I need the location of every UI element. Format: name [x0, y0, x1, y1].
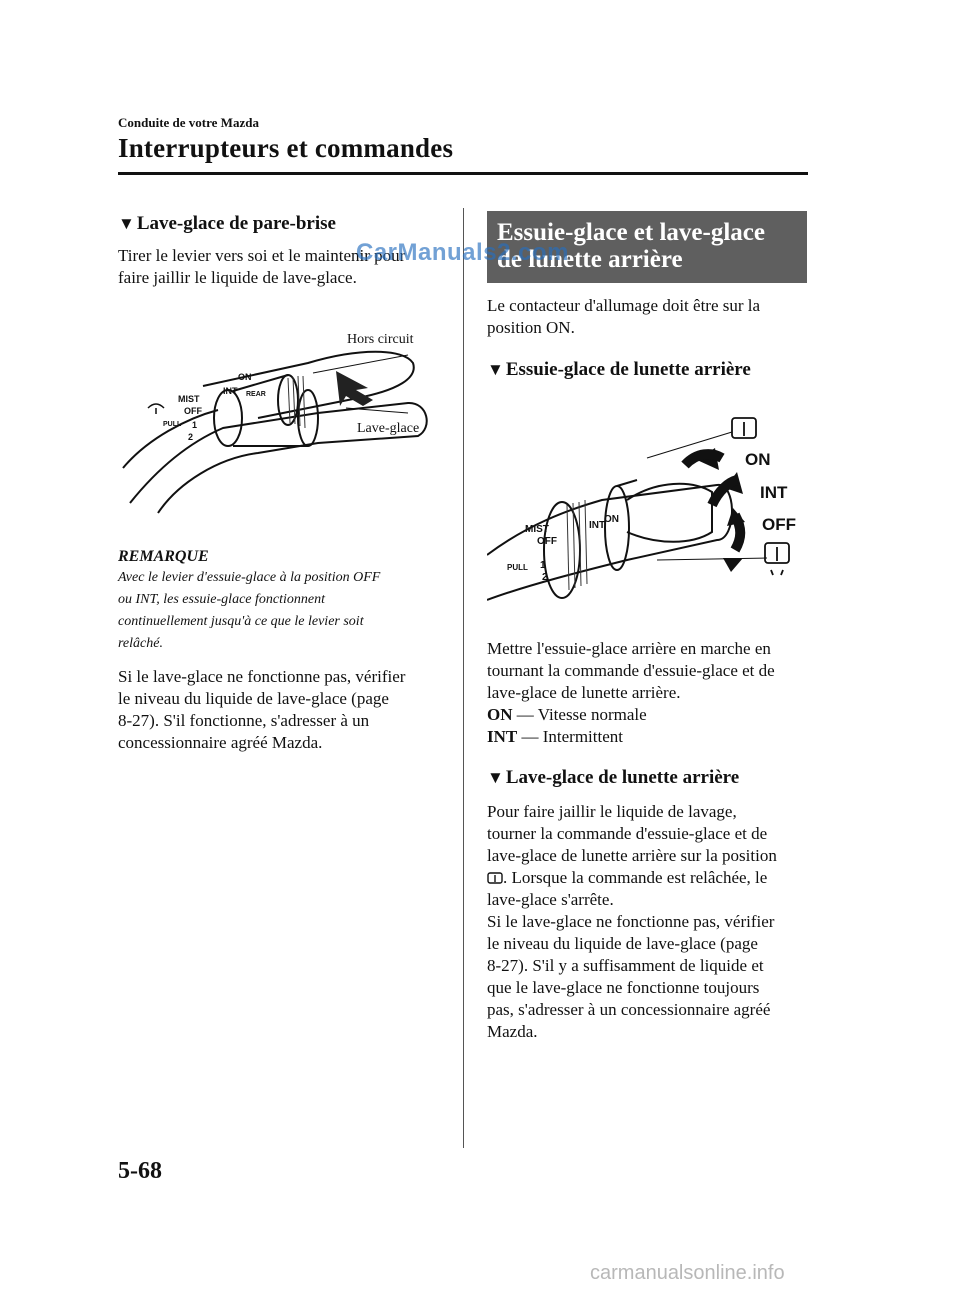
rear-washer-inline-icon: [487, 872, 503, 886]
triangle-bullet-icon: ▼: [487, 360, 504, 379]
remarque-title: REMARQUE: [118, 548, 209, 565]
lever-mark-mist: MIST: [178, 394, 200, 404]
page-number: 5-68: [118, 1158, 162, 1184]
watermark-top: CarManuals2.com: [356, 239, 569, 266]
left-para2: Si le lave-glace ne fonctionne pas, vérifier le niveau du liquide de lave-glace (page 8-27). S'il fonctionne, s'adresser à un concessionnaire agréé Mazda.: [118, 667, 406, 752]
remarque-text: Avec le levier d'essuie-glace à la position OFF ou INT, les essuie-glace fonctionnent continuellement jusqu'à ce que le levier soit relâché.: [118, 570, 381, 651]
triangle-bullet-icon: ▼: [118, 214, 135, 233]
triangle-bullet-icon: ▼: [487, 768, 504, 787]
knob-mark-pull: PULL: [507, 563, 528, 572]
position-on-label: ON: [745, 450, 771, 469]
chapter-title: Interrupteurs et commandes: [118, 133, 454, 163]
left-heading: ▼ Lave-glace de pare-brise: [118, 213, 336, 234]
right-para2: Pour faire jaillir le liquide de lavage, tourner la commande d'essuie-glace et de lave-glace de lunette arrière sur la position . Lorsque la commande est relâchée, le lave-glace s'arrête. Si le lave-glace ne fonctionne pas, vérifier le niveau du liquide de lave-glace (page 8-27). S'il y a suffisamment de liquide et que le lave-glace ne fonctionne toujours pas, s'adresser à un concessionnaire agréé Mazda.: [487, 802, 777, 1041]
on-definition: ON — Vitesse normale: [487, 705, 647, 724]
header-rule: [118, 172, 808, 175]
lever-mark-one: 1: [192, 420, 198, 430]
knob-mark-int: INT: [589, 520, 606, 531]
knob-mark-two: 2: [542, 572, 548, 583]
right-heading-2: ▼ Lave-glace de lunette arrière: [487, 767, 740, 788]
lever-mark-two: 2: [188, 432, 194, 442]
right-para1: Mettre l'essuie-glace arrière en marche en tournant la commande d'essuie-glace et de lave-glace de lunette arrière. ON — Vitesse normale INT — Intermittent: [487, 638, 817, 748]
lever-mark-rear: REAR: [246, 391, 266, 398]
lever-mark-pull: PULL: [163, 421, 182, 428]
position-off-label: OFF: [762, 515, 796, 534]
section-label: Conduite de votre Mazda: [118, 115, 259, 130]
knob-mark-on: ON: [604, 514, 619, 525]
washer-symbol-icon: [148, 404, 164, 414]
lever-mark-int: INT: [223, 386, 238, 396]
lever-mark-off: OFF: [184, 406, 202, 416]
watermark-bottom: carmanualsonline.info: [590, 1262, 785, 1284]
right-intro: Le contacteur d'allumage doit être sur la position ON.: [487, 296, 761, 337]
knob-mark-off: OFF: [537, 536, 557, 547]
knob-mark-one: 1: [540, 560, 546, 571]
arrow-wash-icon: [723, 558, 743, 572]
section-banner: Essuie-glace et lave-glace de lunette arrière: [487, 211, 807, 283]
label-hors-circuit: Hors circuit: [347, 332, 414, 347]
pull-arrow-icon: [336, 371, 373, 406]
label-lave-glace: Lave-glace: [357, 421, 420, 436]
column-divider: [463, 208, 464, 1148]
int-definition: INT — Intermittent: [487, 727, 623, 746]
washer-lever-illustration: [118, 318, 463, 518]
lever-mark-on: ON: [238, 372, 252, 382]
leader-line-wash: [346, 408, 408, 413]
right-heading-1: ▼ Essuie-glace de lunette arrière: [487, 359, 751, 380]
position-int-label: INT: [760, 483, 788, 502]
rear-wiper-illustration: [487, 410, 807, 610]
left-para1: Tirer le levier vers soi et le maintenir pour faire jaillir le liquide de lave-glace.: [118, 246, 406, 287]
knob-mark-mist: MIST: [525, 524, 549, 535]
